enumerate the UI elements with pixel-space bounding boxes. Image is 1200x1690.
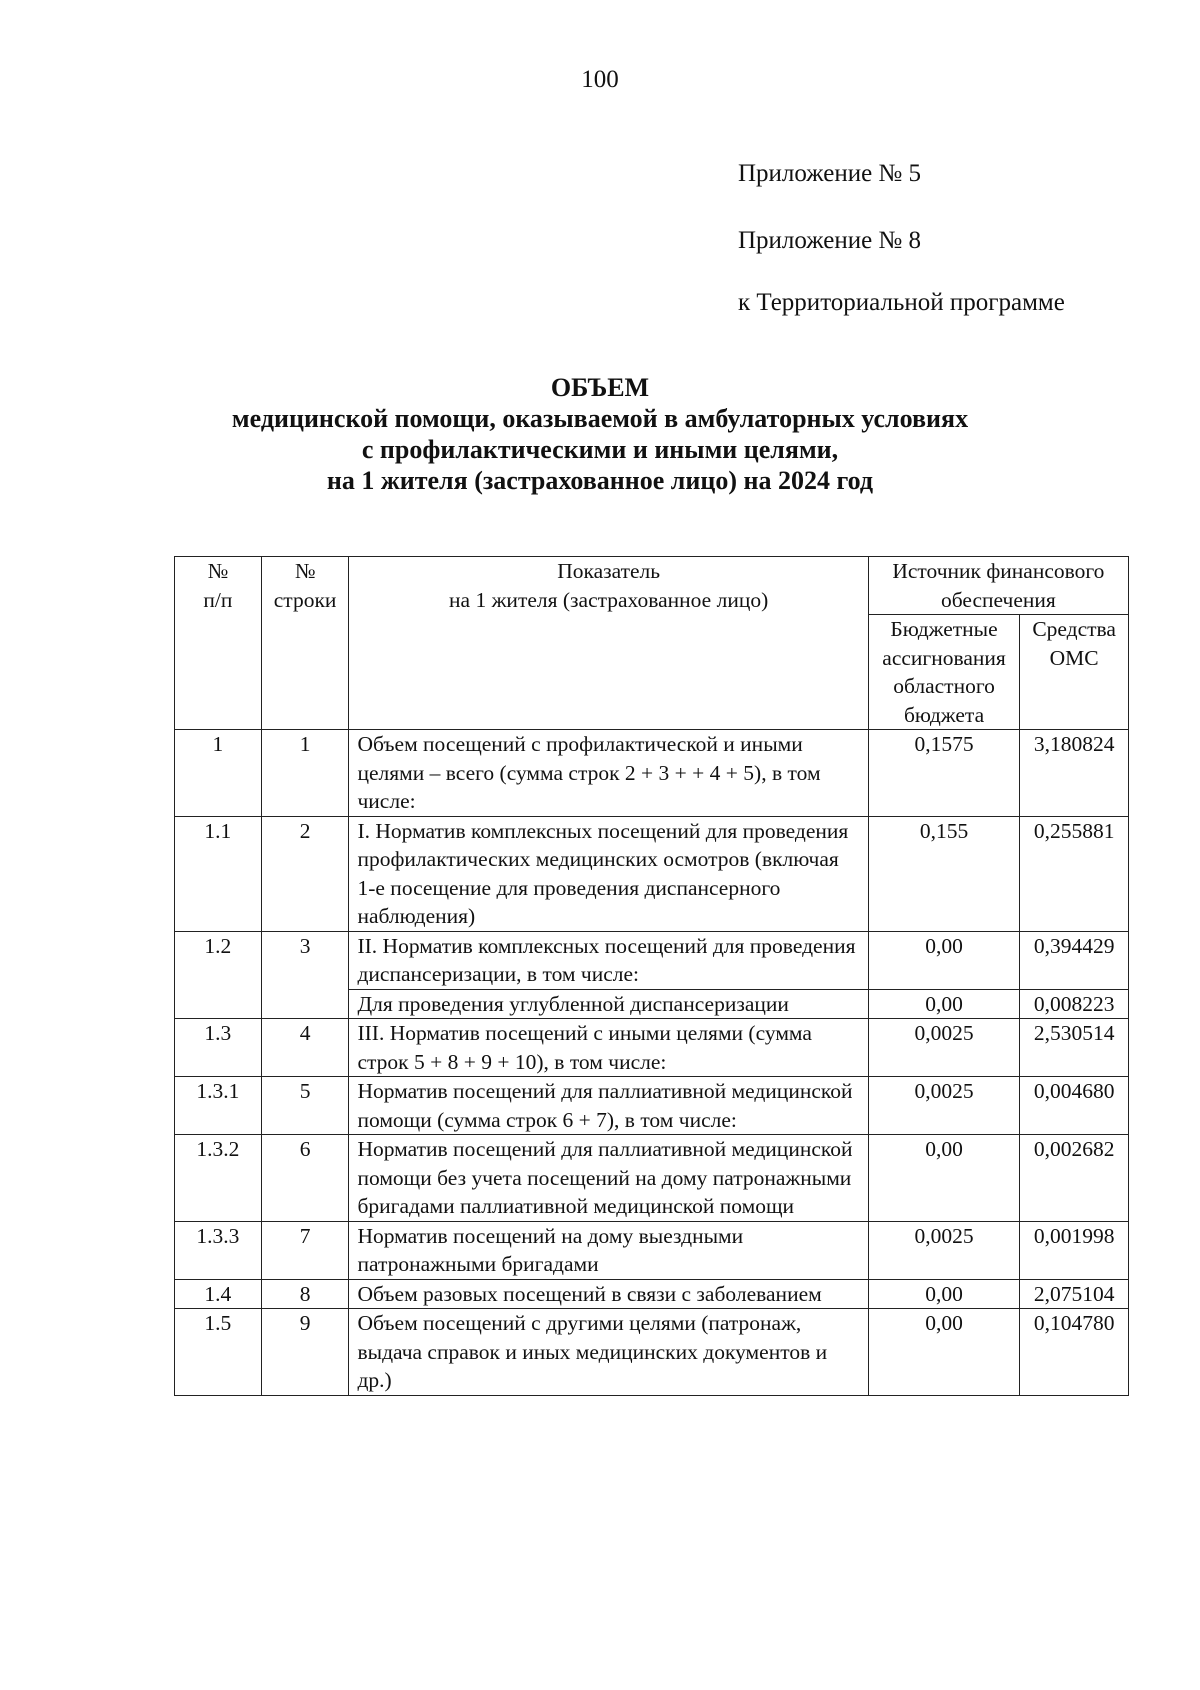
- page-number: 100: [581, 66, 619, 93]
- cell-budget: 0,1575: [868, 730, 1020, 817]
- cell-row: 3: [261, 931, 349, 1019]
- cell-no: 1.5: [175, 1309, 262, 1396]
- table-row: [175, 1077, 1129, 1135]
- cell-oms: 0,002682: [1020, 1135, 1129, 1222]
- header-indicator: [349, 557, 868, 730]
- cell-no: 1: [175, 730, 262, 817]
- cell-oms: 3,180824: [1020, 730, 1129, 817]
- cell-row: 6: [261, 1135, 349, 1222]
- cell-no: 1.3.2: [175, 1135, 262, 1222]
- appendix-line-1: Приложение № 5: [738, 160, 922, 187]
- header-oms: [1020, 615, 1129, 730]
- cell-oms: 0,394429: [1020, 931, 1129, 989]
- cell-budget: 0,00: [868, 1309, 1020, 1396]
- cell-row: 4: [261, 1019, 349, 1077]
- document-title: [0, 372, 1200, 496]
- cell-no: 1.1: [175, 816, 262, 931]
- header-budget-line4: бюджета: [903, 702, 985, 727]
- cell-budget: 0,0025: [868, 1019, 1020, 1077]
- header-no-line1: №: [207, 559, 229, 583]
- cell-oms: 0,008223: [1020, 989, 1129, 1019]
- header-source-line1: Источник финансового: [892, 559, 1105, 583]
- header-budget: [868, 615, 1020, 730]
- cell-oms: 0,001998: [1020, 1221, 1129, 1279]
- header-budget-line1: Бюджетные: [890, 617, 998, 641]
- cell-budget: 0,00: [868, 1279, 1020, 1309]
- cell-indicator: III. Норматив посещений с иными целями (сумма строк 5 + 8 + 9 + 10), в том числе:: [349, 1019, 868, 1077]
- table-row: [175, 816, 1129, 931]
- cell-no: 1.3.3: [175, 1221, 262, 1279]
- header-oms-line1: Средства: [1032, 617, 1116, 641]
- table-row: [175, 1221, 1129, 1279]
- cell-indicator: Норматив посещений на дому выездными патронажными бригадами: [349, 1221, 868, 1279]
- cell-indicator: I. Норматив комплексных посещений для проведения профилактических медицинских осмотров (включая 1-е посещение для проведения диспансерного наблюдения): [349, 816, 868, 931]
- cell-row: 5: [261, 1077, 349, 1135]
- cell-budget: 0,0025: [868, 1077, 1020, 1135]
- cell-budget: 0,0025: [868, 1221, 1020, 1279]
- header-funding-source: [868, 557, 1128, 615]
- cell-indicator: Норматив посещений для паллиативной медицинской помощи (сумма строк 6 + 7), в том числе:: [349, 1077, 868, 1135]
- header-budget-line3: областного: [893, 674, 995, 698]
- cell-no: 1.3: [175, 1019, 262, 1077]
- cell-row: 2: [261, 816, 349, 931]
- cell-budget: 0,00: [868, 989, 1020, 1019]
- header-row-line1: №: [294, 559, 316, 583]
- table-row: [175, 1019, 1129, 1077]
- volume-table: [174, 556, 1129, 1396]
- cell-row: 1: [261, 730, 349, 817]
- header-indicator-line2: на 1 жителя (застрахованное лицо): [449, 587, 769, 612]
- cell-row: 9: [261, 1309, 349, 1396]
- cell-no: 1.4: [175, 1279, 262, 1309]
- header-budget-line2: ассигнования: [882, 645, 1006, 670]
- cell-oms: 2,075104: [1020, 1279, 1129, 1309]
- title-line-2: медицинской помощи, оказываемой в амбулаторных условиях: [231, 404, 969, 433]
- cell-indicator: Объем посещений с другими целями (патронаж, выдача справок и иных медицинских документов и др.): [349, 1309, 868, 1396]
- cell-oms: 2,530514: [1020, 1019, 1129, 1077]
- cell-indicator: Норматив посещений для паллиативной медицинской помощи без учета посещений на дому патронажными бригадами паллиативной медицинской помощи: [349, 1135, 868, 1222]
- cell-oms: 0,255881: [1020, 816, 1129, 931]
- appendix-line-3: к Территориальной программе: [738, 289, 1065, 316]
- cell-budget: 0,155: [868, 816, 1020, 931]
- cell-no: 1.3.1: [175, 1077, 262, 1135]
- cell-oms: 0,104780: [1020, 1309, 1129, 1396]
- title-line-3: с профилактическими и иными целями,: [361, 435, 839, 464]
- appendix-line-2: Приложение № 8: [738, 227, 922, 254]
- cell-budget: 0,00: [868, 1135, 1020, 1222]
- header-source-line2: обеспечения: [941, 587, 1056, 612]
- header-oms-line2: ОМС: [1049, 645, 1099, 670]
- cell-oms: 0,004680: [1020, 1077, 1129, 1135]
- table-row: [175, 730, 1129, 817]
- header-indicator-line1: Показатель: [557, 559, 661, 583]
- header-no: [175, 557, 262, 730]
- table-row: [175, 1309, 1129, 1396]
- cell-budget: 0,00: [868, 931, 1020, 989]
- header-no-line2: п/п: [203, 587, 233, 612]
- header-row: [175, 557, 1129, 615]
- header-row-line2: строки: [273, 587, 337, 612]
- cell-indicator: Объем посещений с профилактической и иными целями – всего (сумма строк 2 + 3 + + 4 + 5), в том числе:: [349, 730, 868, 817]
- title-line-4: на 1 жителя (застрахованное лицо) на 2024 год: [326, 466, 874, 495]
- table-row: [175, 1279, 1129, 1309]
- cell-no: 1.2: [175, 931, 262, 1019]
- cell-row: 8: [261, 1279, 349, 1309]
- cell-row: 7: [261, 1221, 349, 1279]
- table-row: [175, 931, 1129, 989]
- header-row-number: [261, 557, 349, 730]
- cell-indicator: Объем разовых посещений в связи с заболеванием: [349, 1279, 868, 1309]
- cell-indicator: II. Норматив комплексных посещений для проведения диспансеризации, в том числе:: [349, 931, 868, 989]
- cell-indicator: Для проведения углубленной диспансеризации: [349, 989, 868, 1019]
- table-row: [175, 1135, 1129, 1222]
- title-line-1: ОБЪЕМ: [550, 373, 650, 402]
